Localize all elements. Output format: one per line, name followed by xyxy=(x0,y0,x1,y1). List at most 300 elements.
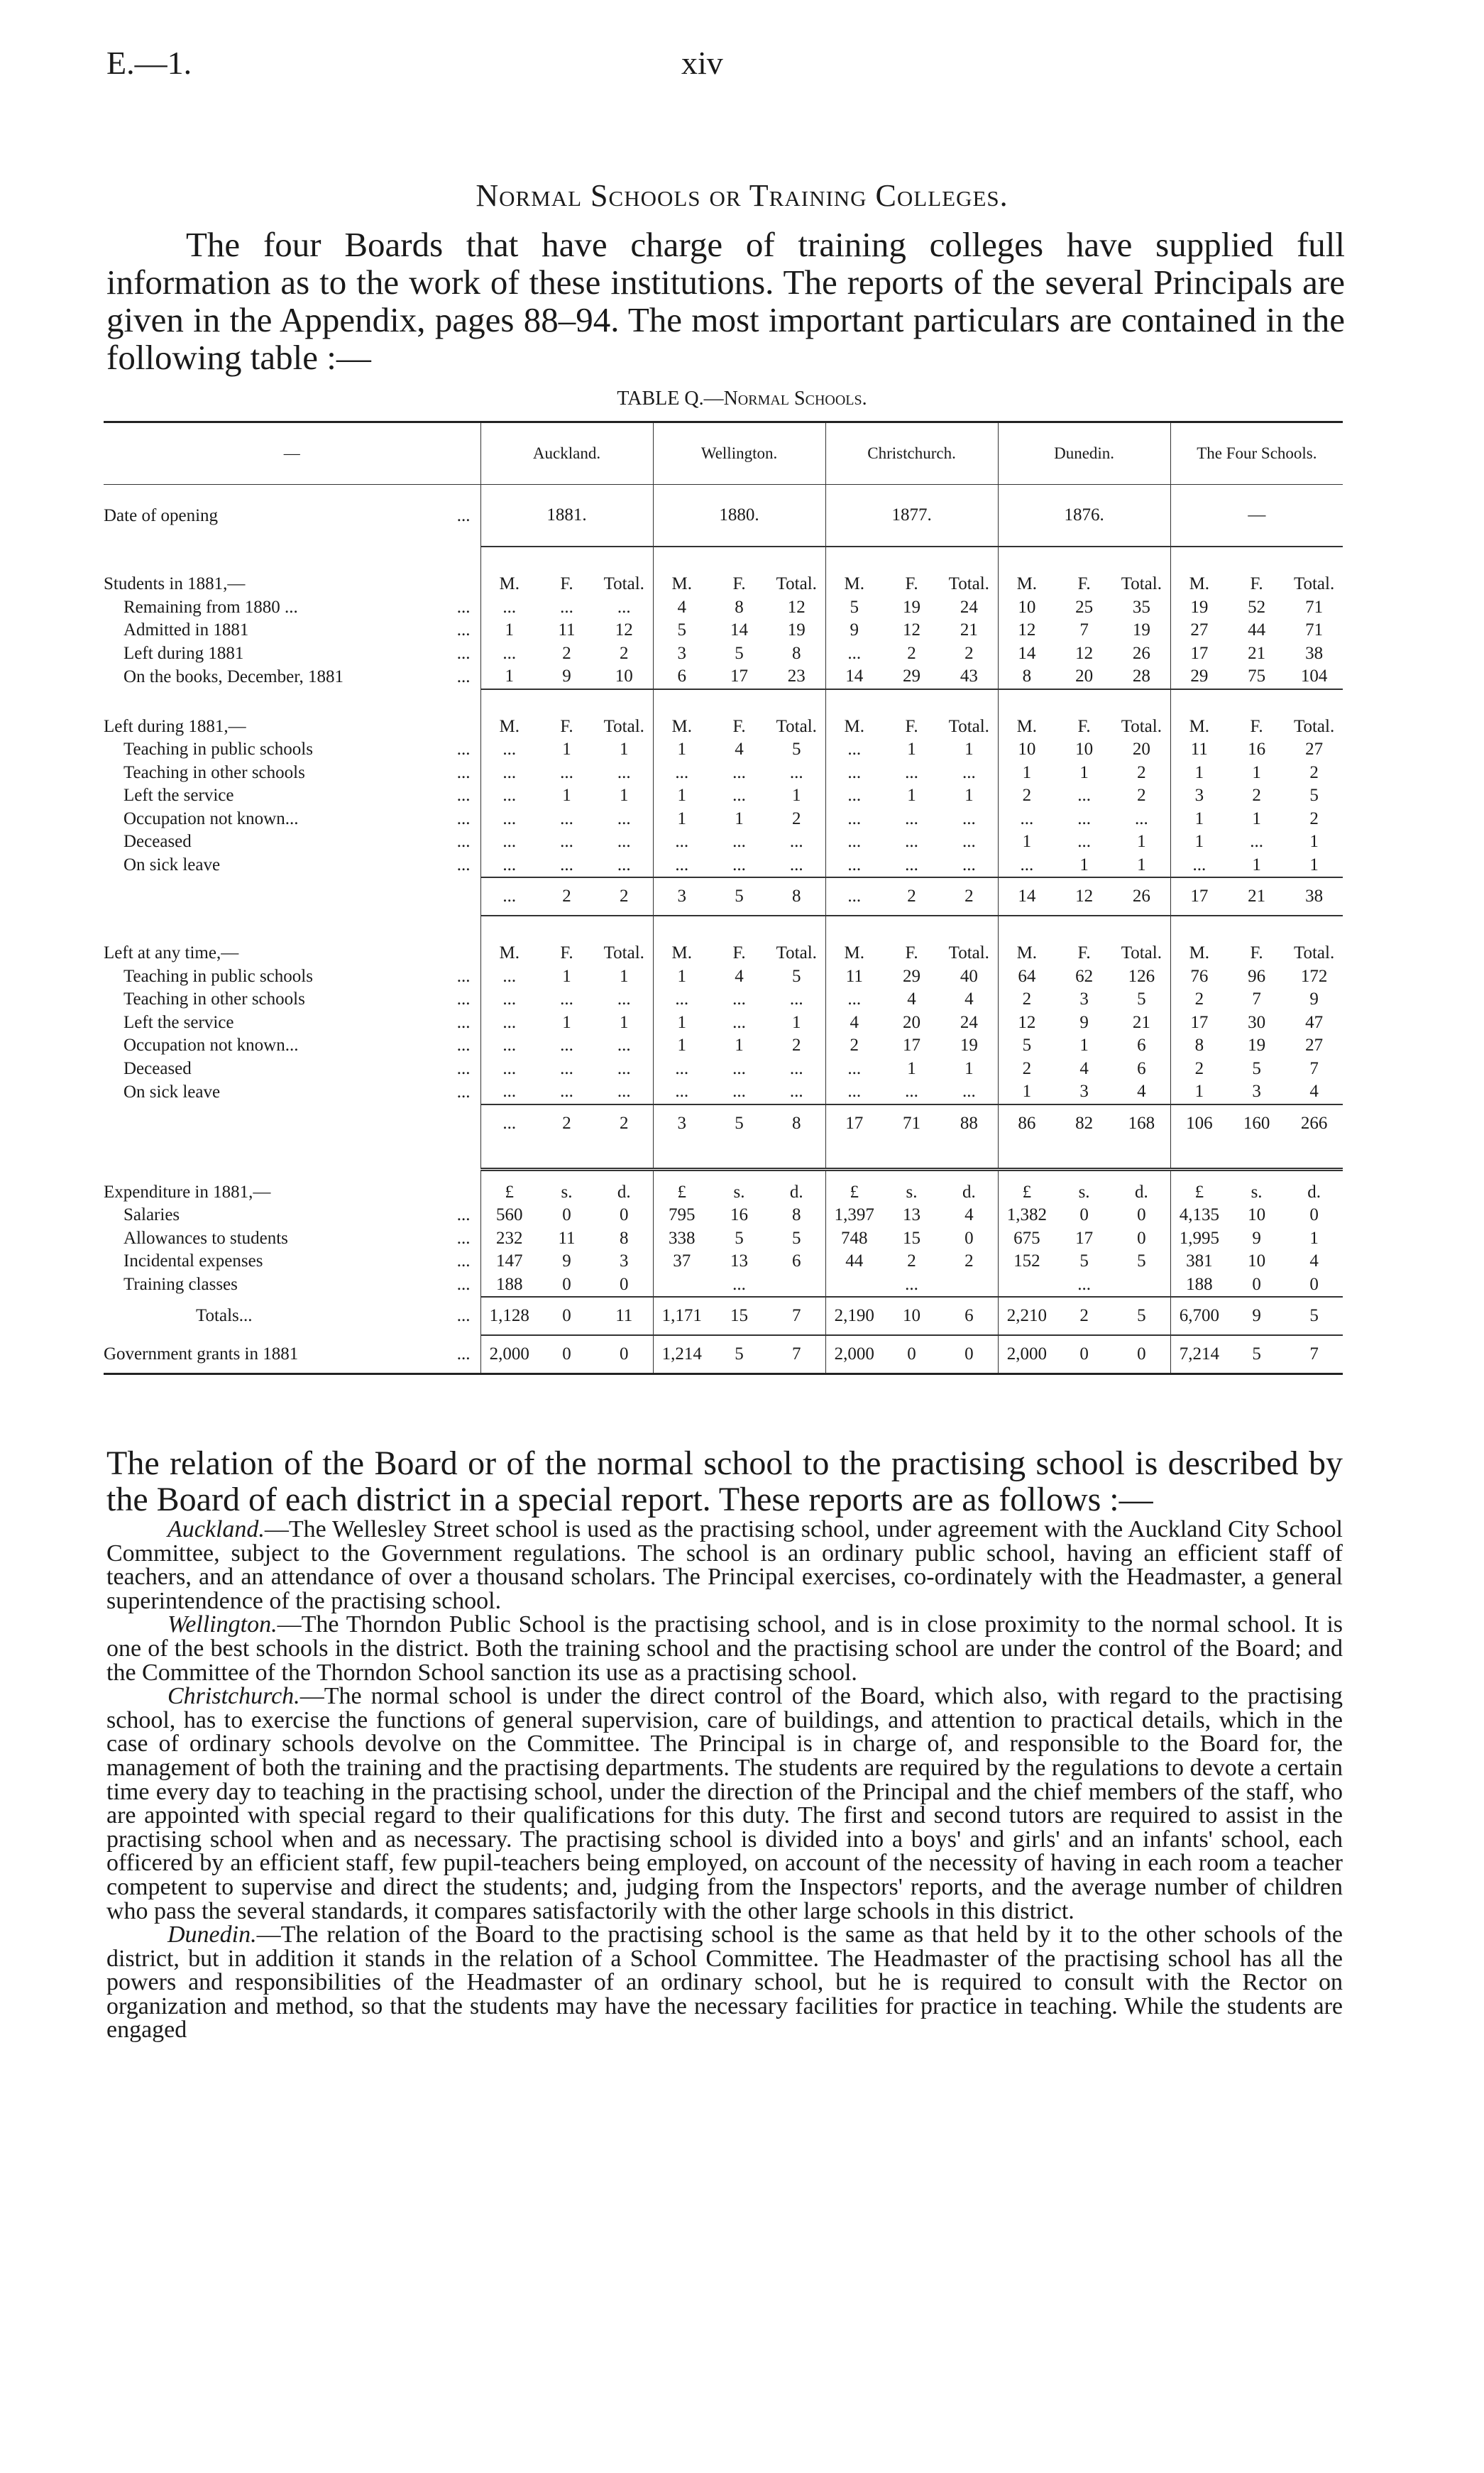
unit-header: £ xyxy=(825,1181,883,1205)
value-cell: 14 xyxy=(998,642,1055,666)
value-cell: ... xyxy=(732,786,746,806)
value-cell: 0 xyxy=(1137,1344,1146,1364)
data-row xyxy=(104,988,1343,1011)
value-cell: 6 xyxy=(1137,1058,1146,1078)
leader-dots: ... xyxy=(456,1082,471,1102)
row-label xyxy=(104,1058,480,1081)
value-cell: 2 xyxy=(595,877,653,916)
value-cell: 2 xyxy=(792,808,801,828)
value-cell: 24 xyxy=(960,597,978,617)
row-label-text: Teaching in other schools xyxy=(123,989,305,1009)
value-cell: 13 xyxy=(903,1205,921,1225)
value-cell: 1 xyxy=(998,762,1055,785)
value-cell: ... xyxy=(480,877,538,916)
value-cell: ... xyxy=(560,989,573,1009)
value-cell: 12 xyxy=(1075,643,1094,663)
blank-cell xyxy=(1228,1169,1285,1181)
unit-header: F. xyxy=(905,574,918,594)
row-label-text: Teaching in public schools xyxy=(123,740,313,760)
unit-header: M. xyxy=(998,715,1055,739)
value-cell: 1,171 xyxy=(653,1297,710,1335)
blank-cell xyxy=(1170,689,1228,715)
value-cell: 1 xyxy=(653,1034,710,1058)
value-cell: 10 xyxy=(1248,1251,1266,1271)
blank-cell xyxy=(595,689,653,715)
value-cell: 30 xyxy=(1248,1012,1266,1032)
row-label-text: Teaching in other schools xyxy=(123,762,305,782)
blank-cell xyxy=(480,1142,538,1170)
value-cell: 3 xyxy=(1170,784,1228,808)
column-header: The Four Schools. xyxy=(1170,423,1343,485)
data-row xyxy=(104,1080,1343,1104)
row-label-text: Salaries xyxy=(123,1205,180,1225)
value-cell: 1 xyxy=(1113,854,1170,878)
leader-dots: ... xyxy=(456,1228,471,1248)
value-cell: 1 xyxy=(964,786,974,806)
value-cell: 4 xyxy=(964,989,974,1009)
unit-header: M. xyxy=(1170,573,1228,596)
value-cell: 1 xyxy=(480,619,538,642)
value-cell: 8 xyxy=(1170,1034,1228,1058)
value-cell: 2 xyxy=(998,784,1055,808)
unit-header: Total. xyxy=(1293,574,1335,594)
value-cell: 4 xyxy=(1309,1251,1319,1271)
leader-dots: ... xyxy=(456,989,471,1009)
value-cell: ... xyxy=(617,1058,631,1078)
value-cell: 1 xyxy=(1079,1036,1089,1055)
totals-row xyxy=(104,877,1343,916)
value-cell: 29 xyxy=(1170,665,1228,689)
value-cell: 7 xyxy=(1079,620,1089,640)
blank-cell xyxy=(538,1142,595,1170)
value-cell: 8 xyxy=(792,1205,801,1225)
date-row xyxy=(104,485,1343,547)
blank-cell xyxy=(1113,916,1170,942)
value-cell: 5 xyxy=(1285,1297,1343,1335)
value-cell: 12 xyxy=(1055,877,1113,916)
value-cell: 26 xyxy=(1113,877,1170,916)
blank-cell xyxy=(825,1169,883,1181)
value-cell: ... xyxy=(595,854,653,878)
unit-header: £ xyxy=(653,1181,710,1205)
blank-cell xyxy=(998,916,1055,942)
blank-cell xyxy=(825,916,883,942)
row-label xyxy=(104,1204,480,1227)
row-label-text: Left the service xyxy=(123,1012,234,1032)
value-cell: 75 xyxy=(1228,665,1285,689)
value-cell: 2 xyxy=(1137,786,1146,806)
value-cell: ... xyxy=(1077,808,1091,828)
value-cell: 1 xyxy=(1055,854,1113,878)
district-text: —The relation of the Board to the practising school is the same as that held by it to the other schools of the district, but in addition it stands in the relation of a School Committee. The Headmaster of the practising school has all the powers and responsibilities of the Headmaster of an ordinary school, but he is required to consult with the Rector on organization and method, so that the students may have the necessary facilities for practice in teaching. While the students are engaged xyxy=(106,1921,1343,2044)
unit-header: F. xyxy=(732,716,746,736)
unit-header: M. xyxy=(998,573,1055,596)
value-cell: 1 xyxy=(1170,1080,1228,1104)
blank-cell xyxy=(1228,547,1285,573)
value-cell: 560 xyxy=(480,1204,538,1227)
value-cell: 1 xyxy=(653,738,710,762)
value-cell: 0 xyxy=(620,1205,629,1225)
spacer-row xyxy=(104,1169,1343,1181)
blank-label xyxy=(104,1169,480,1181)
blank-cell xyxy=(1055,1142,1113,1170)
value-cell: 5 xyxy=(1113,1297,1170,1335)
row-label-text: Totals... xyxy=(196,1306,253,1325)
blank-cell xyxy=(710,689,768,715)
blank-label xyxy=(104,916,480,942)
value-cell: 5 xyxy=(735,1228,744,1248)
value-cell: ... xyxy=(560,832,573,852)
value-cell: 188 xyxy=(1170,1273,1228,1298)
value-cell: 47 xyxy=(1305,1012,1324,1032)
data-row xyxy=(104,965,1343,989)
leader-dots: ... xyxy=(456,1344,471,1364)
value-cell: 1,128 xyxy=(480,1297,538,1335)
value-cell: 381 xyxy=(1170,1250,1228,1273)
value-cell: 2 xyxy=(1137,762,1146,782)
blank-cell xyxy=(480,1169,538,1181)
value-cell: 0 xyxy=(562,1344,571,1364)
value-cell: ... xyxy=(940,1080,998,1104)
value-cell: 0 xyxy=(538,1297,595,1335)
row-label-text: Left at any time,— xyxy=(104,943,239,963)
district-name: Wellington. xyxy=(167,1611,277,1638)
value-cell: 14 xyxy=(825,665,883,689)
value-cell: 12 xyxy=(787,597,806,617)
section-title: Normal Schools or Training Colleges. xyxy=(476,178,1008,213)
row-label xyxy=(104,738,480,762)
blank-cell xyxy=(768,916,825,942)
blank-cell xyxy=(883,916,940,942)
date-cell: 1877. xyxy=(825,485,998,547)
unit-header: Total. xyxy=(603,716,644,736)
blank-cell xyxy=(538,916,595,942)
row-label xyxy=(104,665,480,689)
value-cell: 1 xyxy=(1252,808,1261,828)
value-cell: 9 xyxy=(1228,1297,1285,1335)
unit-header: d. xyxy=(789,1182,803,1202)
value-cell: 44 xyxy=(825,1250,883,1273)
value-cell: 106 xyxy=(1170,1104,1228,1142)
value-cell: 2 xyxy=(1309,762,1319,782)
unit-header: Total. xyxy=(776,574,817,594)
value-cell: 7 xyxy=(768,1297,825,1335)
blank-cell xyxy=(1285,1169,1343,1181)
value-cell: 1 xyxy=(653,808,710,831)
value-cell: 96 xyxy=(1248,966,1266,986)
value-cell: 1 xyxy=(1309,1228,1319,1248)
value-cell: ... xyxy=(480,596,538,620)
blank-cell xyxy=(825,689,883,715)
value-cell: 5 xyxy=(1137,1251,1146,1271)
row-label xyxy=(104,808,480,831)
value-cell: 2 xyxy=(562,1113,571,1133)
value-cell: 168 xyxy=(1128,1113,1155,1133)
value-cell: 5 xyxy=(792,740,801,760)
value-cell: 2 xyxy=(998,1058,1055,1081)
practising-schools-text xyxy=(106,1445,1343,2042)
value-cell: 1 xyxy=(562,740,571,760)
value-cell: ... xyxy=(480,1080,538,1104)
value-cell xyxy=(998,1273,1055,1298)
blank-cell xyxy=(825,1142,883,1170)
row-label xyxy=(104,619,480,642)
corner-cell: — xyxy=(104,423,480,485)
value-cell: ... xyxy=(998,854,1055,878)
value-cell: ... xyxy=(710,1080,768,1104)
value-cell: 62 xyxy=(1075,966,1094,986)
value-cell: ... xyxy=(1077,786,1091,806)
value-cell: ... xyxy=(825,1058,883,1081)
unit-header: Total. xyxy=(1293,716,1335,736)
unit-header: £ xyxy=(480,1181,538,1205)
value-cell: 3 xyxy=(653,642,710,666)
value-cell: ... xyxy=(617,832,631,852)
data-row xyxy=(104,1011,1343,1035)
row-label-text: Expenditure in 1881,— xyxy=(104,1182,271,1202)
value-cell: ... xyxy=(617,989,631,1009)
blank-cell xyxy=(653,1169,710,1181)
value-cell: ... xyxy=(883,1080,940,1104)
value-cell: ... xyxy=(825,988,883,1011)
row-label-text: Remaining from 1880 ... xyxy=(123,597,298,617)
value-cell: 232 xyxy=(480,1227,538,1251)
row-label xyxy=(104,854,480,878)
date-cell: — xyxy=(1170,485,1343,547)
value-cell: 5 xyxy=(1252,1058,1261,1078)
row-label xyxy=(104,1227,480,1251)
blank-cell xyxy=(538,547,595,573)
value-cell: 17 xyxy=(1170,642,1228,666)
value-cell: 2 xyxy=(998,988,1055,1011)
blank-cell xyxy=(1285,547,1343,573)
value-cell: 38 xyxy=(1285,877,1343,916)
value-cell: ... xyxy=(789,1058,803,1078)
value-cell: 6 xyxy=(940,1297,998,1335)
totals-row xyxy=(104,1104,1343,1142)
row-label-text: Occupation not known... xyxy=(123,1036,299,1055)
value-cell: 9 xyxy=(1079,1012,1089,1032)
leader-dots: ... xyxy=(456,643,471,663)
data-row xyxy=(104,738,1343,762)
value-cell: 1 xyxy=(1170,808,1228,831)
value-cell: 21 xyxy=(1132,1012,1150,1032)
value-cell: 7 xyxy=(1252,989,1261,1009)
blank-cell xyxy=(998,547,1055,573)
value-cell: 1 xyxy=(907,1058,916,1078)
value-cell: 4 xyxy=(1079,1058,1089,1078)
value-cell: 6 xyxy=(1137,1036,1146,1055)
value-cell: 2 xyxy=(1170,1058,1228,1081)
row-label xyxy=(104,1273,480,1298)
value-cell: 0 xyxy=(538,1273,595,1298)
value-cell: 675 xyxy=(998,1227,1055,1251)
value-cell: 21 xyxy=(1248,643,1266,663)
unit-header: M. xyxy=(653,573,710,596)
blank-cell xyxy=(538,689,595,715)
value-cell: 147 xyxy=(480,1250,538,1273)
value-cell: 1 xyxy=(562,786,571,806)
blank-cell xyxy=(768,689,825,715)
intro-paragraph: The four Boards that have charge of training colleges have supplied full information as to the work of these institutions. The reports of the several Principals are given in the Appendix, pages 88–94. The most important particulars are contained in the following table :— xyxy=(106,225,1345,377)
district-paragraph xyxy=(106,1684,1343,1923)
row-label-text: Admitted in 1881 xyxy=(123,620,249,640)
value-cell: ... xyxy=(617,1036,631,1055)
blank-label xyxy=(104,877,480,916)
value-cell: 1 xyxy=(735,808,744,828)
unit-header: Total. xyxy=(776,943,817,963)
value-cell: 9 xyxy=(538,665,595,689)
value-cell: 5 xyxy=(710,877,768,916)
value-cell: 19 xyxy=(787,620,806,640)
value-cell: 19 xyxy=(903,597,921,617)
value-cell: ... xyxy=(480,738,538,762)
blank-cell xyxy=(538,1169,595,1181)
section-heading-row xyxy=(104,573,1343,596)
blank-cell xyxy=(998,1169,1055,1181)
value-cell: 0 xyxy=(1309,1205,1319,1225)
district-name: Auckland. xyxy=(167,1516,265,1542)
blank-cell xyxy=(1113,689,1170,715)
value-cell: 38 xyxy=(1305,643,1324,663)
leader-dots: ... xyxy=(456,620,471,640)
value-cell: 19 xyxy=(1132,620,1150,640)
value-cell: 3 xyxy=(653,1104,710,1142)
value-cell: ... xyxy=(560,762,573,782)
value-cell: 2 xyxy=(620,1113,629,1133)
value-cell: 1 xyxy=(653,965,710,989)
blank-cell xyxy=(480,916,538,942)
leader-dots: ... xyxy=(456,832,471,852)
value-cell: 13 xyxy=(730,1251,749,1271)
value-cell: 82 xyxy=(1075,1113,1094,1133)
unit-header: F. xyxy=(1077,716,1091,736)
value-cell: 8 xyxy=(620,1228,629,1248)
value-cell: ... xyxy=(480,784,538,808)
row-label xyxy=(104,642,480,666)
value-cell: 44 xyxy=(1248,620,1266,640)
value-cell: 3 xyxy=(1079,989,1089,1009)
value-cell: ... xyxy=(710,1273,768,1298)
value-cell: ... xyxy=(538,1080,595,1104)
unit-header: F. xyxy=(560,716,573,736)
unit-header: M. xyxy=(825,715,883,739)
row-label xyxy=(104,596,480,620)
value-cell: 5 xyxy=(1137,989,1146,1009)
value-cell: 5 xyxy=(998,1034,1055,1058)
unit-header: s. xyxy=(733,1182,745,1202)
value-cell: ... xyxy=(480,762,538,785)
value-cell: ... xyxy=(768,854,825,878)
row-label xyxy=(104,1034,480,1058)
value-cell: 1 xyxy=(620,1012,629,1032)
data-row xyxy=(104,642,1343,666)
value-cell: 1 xyxy=(792,1012,801,1032)
unit-header: F. xyxy=(560,574,573,594)
unit-header: M. xyxy=(1170,942,1228,965)
value-cell: 0 xyxy=(964,1344,974,1364)
value-cell: 1,382 xyxy=(998,1204,1055,1227)
value-cell: 9 xyxy=(1309,989,1319,1009)
column-header: Wellington. xyxy=(653,423,825,485)
value-cell: 0 xyxy=(1137,1228,1146,1248)
value-cell: 71 xyxy=(903,1113,921,1133)
value-cell: 28 xyxy=(1113,665,1170,689)
value-cell: 126 xyxy=(1128,966,1155,986)
value-cell: ... xyxy=(480,808,538,831)
value-cell: ... xyxy=(653,830,710,854)
value-cell: 4 xyxy=(735,966,744,986)
value-cell: ... xyxy=(653,1058,710,1081)
value-cell: ... xyxy=(732,832,746,852)
row-label-text: Incidental expenses xyxy=(123,1251,263,1271)
value-cell: 52 xyxy=(1248,597,1266,617)
value-cell: 1 xyxy=(1079,762,1089,782)
value-cell: 26 xyxy=(1132,643,1150,663)
value-cell: ... xyxy=(905,808,918,828)
value-cell: 23 xyxy=(768,665,825,689)
value-cell: 10 xyxy=(998,596,1055,620)
value-cell: ... xyxy=(1170,854,1228,878)
section-heading xyxy=(104,1181,480,1205)
blank-cell xyxy=(1055,547,1113,573)
value-cell: 14 xyxy=(998,877,1055,916)
blank-label xyxy=(104,1104,480,1142)
value-cell: 1 xyxy=(1252,762,1261,782)
leader-dots: ... xyxy=(456,667,471,686)
unit-header: M. xyxy=(480,715,538,739)
data-row xyxy=(104,784,1343,808)
blank-cell xyxy=(1228,1142,1285,1170)
value-cell: ... xyxy=(789,762,803,782)
value-cell: 104 xyxy=(1285,665,1343,689)
value-cell: ... xyxy=(480,854,538,878)
unit-header: Total. xyxy=(948,716,989,736)
blank-cell xyxy=(1228,916,1285,942)
totals-label xyxy=(104,1297,480,1335)
value-cell: 2 xyxy=(1309,808,1319,828)
leader-dots: ... xyxy=(456,1306,471,1325)
blank-label xyxy=(104,547,480,573)
row-label-text: Students in 1881,— xyxy=(104,574,246,594)
value-cell: 2 xyxy=(964,643,974,663)
value-cell: 3 xyxy=(653,877,710,916)
value-cell: 5 xyxy=(792,966,801,986)
row-label-text: Allowances to students xyxy=(123,1228,288,1248)
leader-dots: ... xyxy=(456,505,471,525)
value-cell: 5 xyxy=(735,1113,744,1133)
value-cell: ... xyxy=(480,1034,538,1058)
unit-header: Total. xyxy=(776,716,817,736)
unit-header: d. xyxy=(1134,1182,1148,1202)
leader-dots: ... xyxy=(456,1275,471,1295)
value-cell: 1 xyxy=(998,1080,1055,1104)
value-cell: 5 xyxy=(792,1228,801,1248)
blank-cell xyxy=(710,916,768,942)
value-cell: 8 xyxy=(998,665,1055,689)
blank-cell xyxy=(1055,1169,1113,1181)
value-cell: 1 xyxy=(620,786,629,806)
value-cell: 2 xyxy=(792,1036,801,1055)
value-cell: 8 xyxy=(792,643,801,663)
blank-label xyxy=(104,1142,480,1170)
value-cell: ... xyxy=(595,1080,653,1104)
value-cell: 1 xyxy=(620,740,629,760)
data-row xyxy=(104,762,1343,785)
value-cell: ... xyxy=(480,1058,538,1081)
blank-cell xyxy=(825,547,883,573)
value-cell: ... xyxy=(905,832,918,852)
